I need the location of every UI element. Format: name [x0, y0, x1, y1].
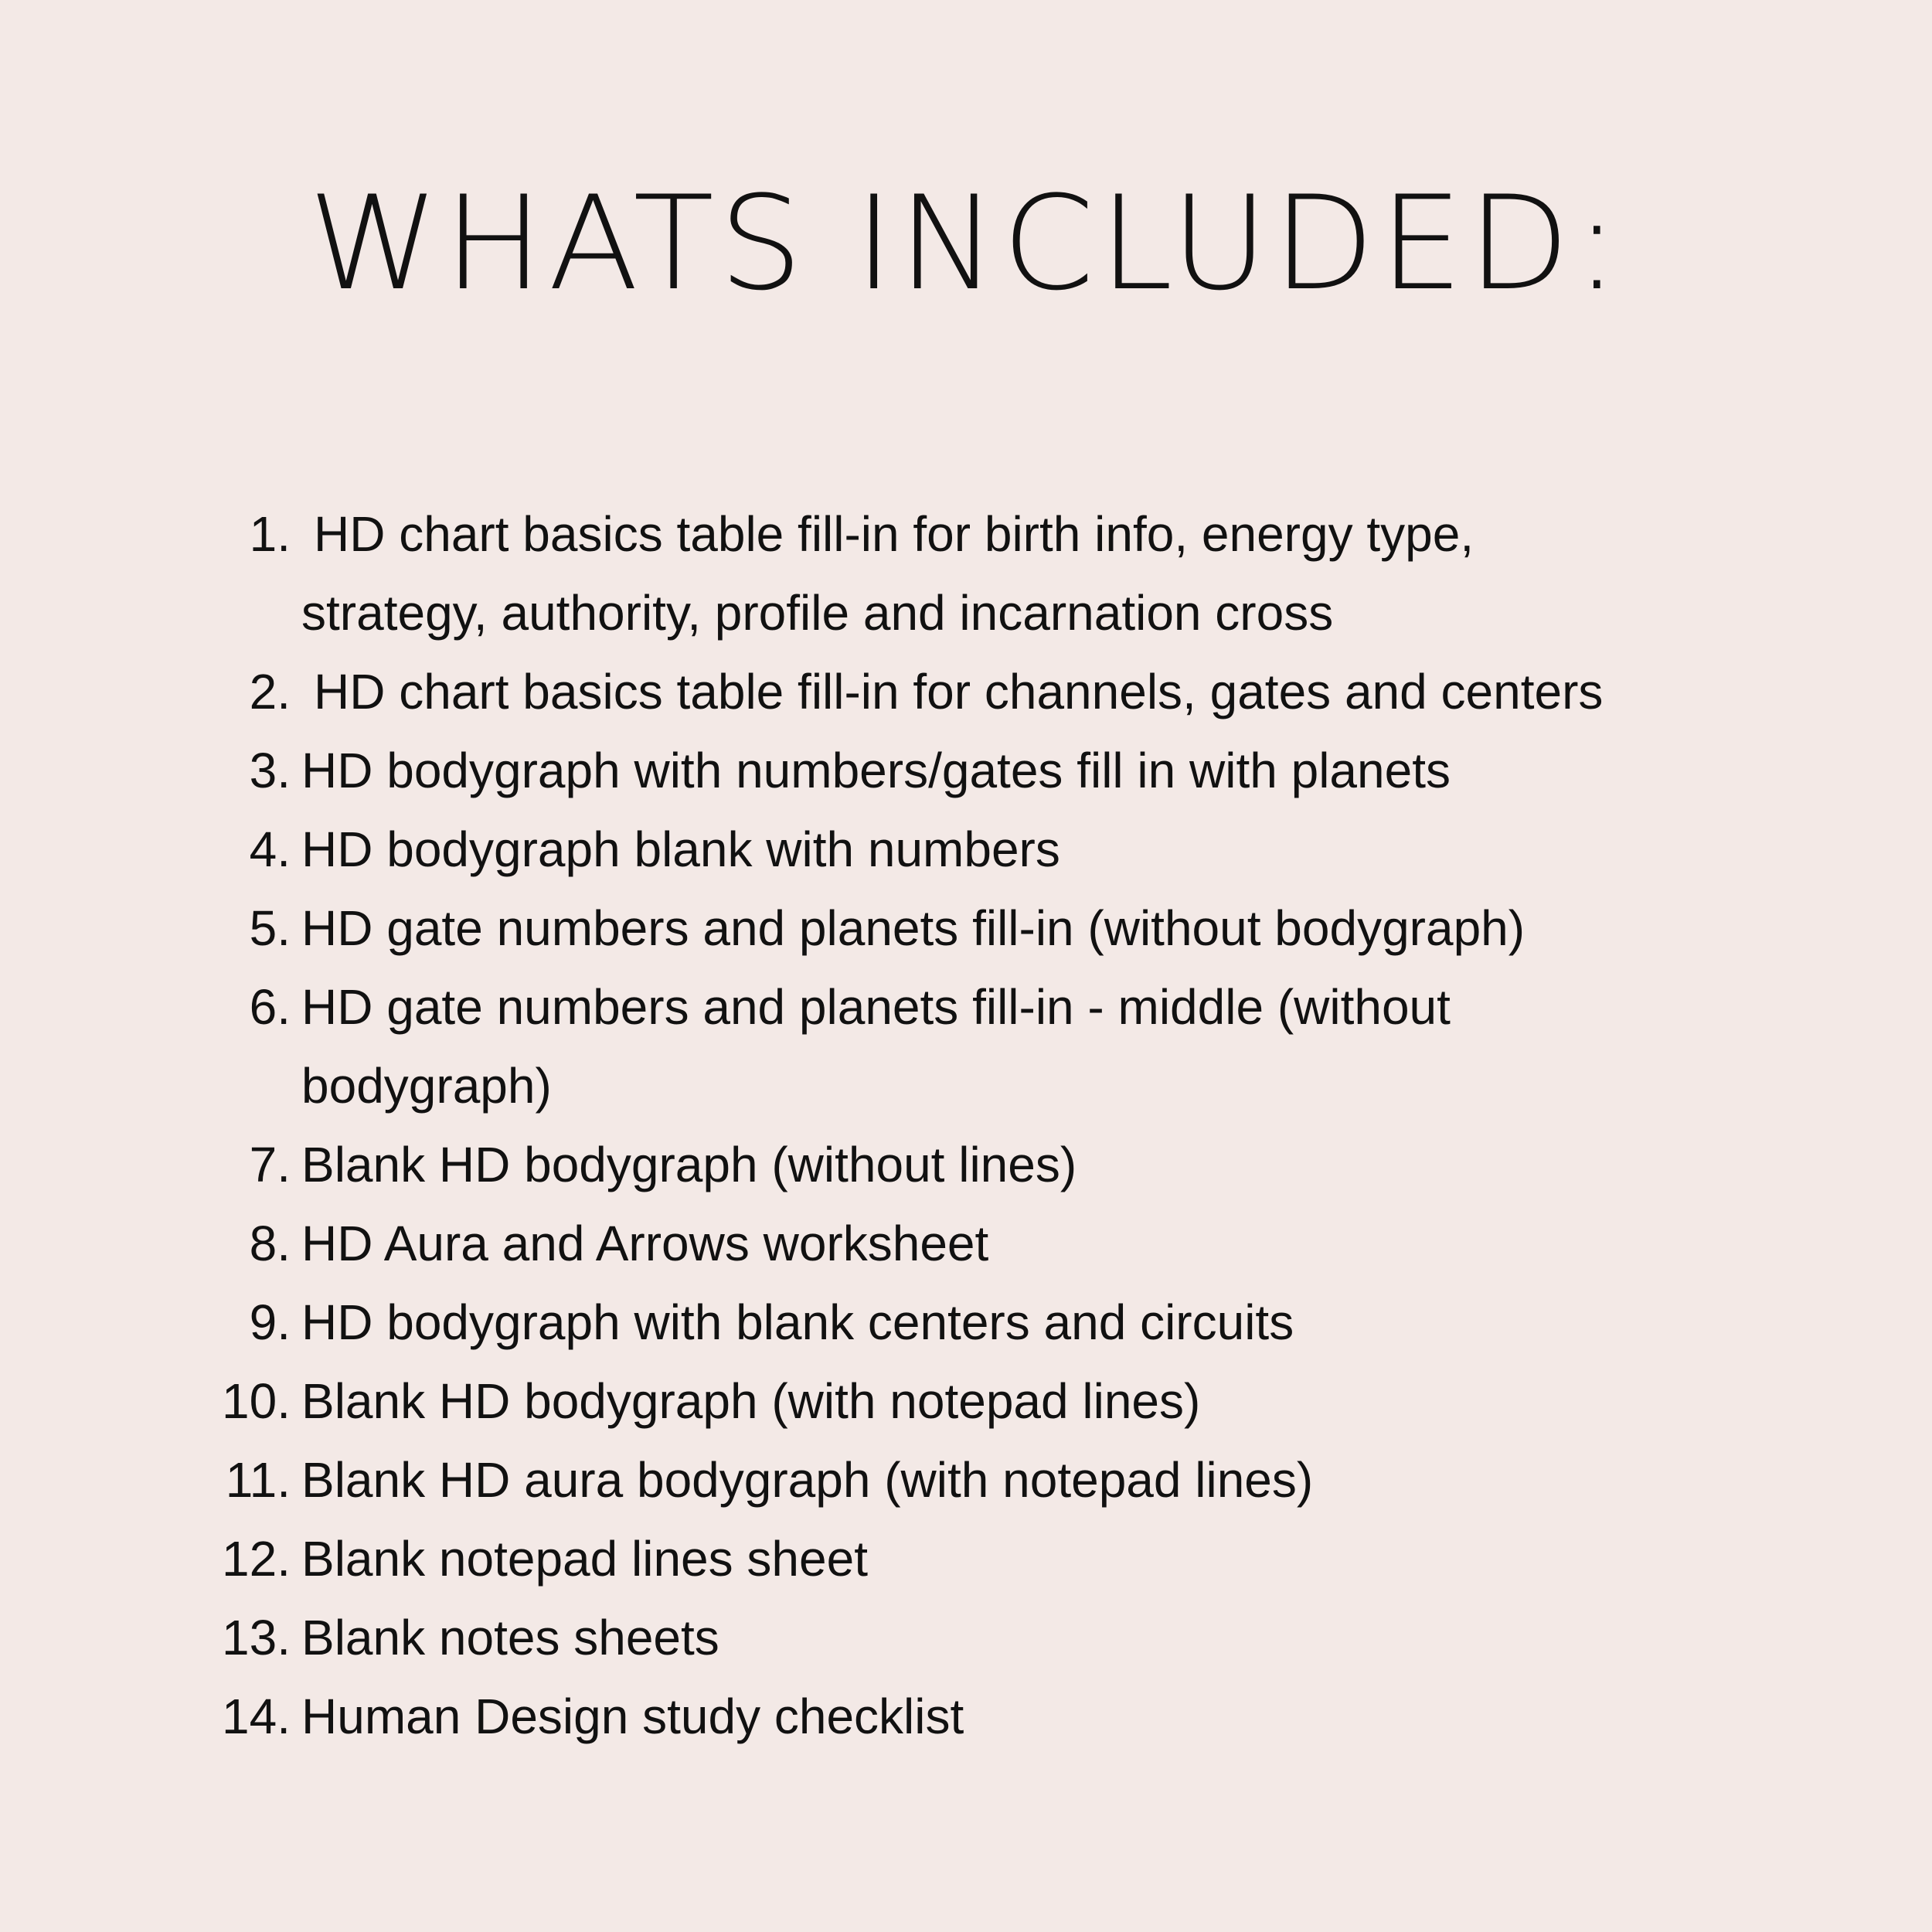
list-item: [202, 1362, 1825, 1440]
item-text-line: bodygraph): [301, 1058, 552, 1114]
list-item: [202, 968, 1825, 1125]
item-text: Human Design study checklist: [301, 1689, 964, 1744]
list-item: [202, 1204, 1825, 1283]
included-items-list: [202, 495, 1825, 1756]
item-number: 12.: [222, 1531, 291, 1587]
list-item: [202, 1519, 1825, 1598]
item-text: HD bodygraph with numbers/gates fill in with planets: [301, 743, 1451, 798]
item-number: 4.: [249, 821, 291, 877]
item-text: HD gate numbers and planets fill-in (without bodygraph): [301, 900, 1526, 956]
list-item: [202, 889, 1825, 968]
item-number: 1.: [249, 506, 291, 562]
list-item: [202, 652, 1825, 731]
item-text: Blank HD bodygraph (without lines): [301, 1137, 1077, 1192]
list-item: [202, 1283, 1825, 1362]
item-number: 6.: [249, 979, 291, 1035]
item-text: Blank notes sheets: [301, 1610, 719, 1665]
item-text: Blank notepad lines sheet: [301, 1531, 868, 1587]
item-text-line: HD chart basics table fill-in for birth info, energy type,: [314, 506, 1475, 562]
list-item: [202, 810, 1825, 889]
list-item: [202, 1440, 1825, 1519]
item-text: HD Aura and Arrows worksheet: [301, 1216, 989, 1271]
item-number: 3.: [249, 743, 291, 798]
item-number: 9.: [249, 1294, 291, 1350]
list-item: [202, 1125, 1825, 1204]
item-text: HD bodygraph with blank centers and circuits: [301, 1294, 1294, 1350]
item-text: [291, 495, 1821, 652]
page-title: WHATS INCLUDED:: [308, 168, 1624, 319]
item-number: 14.: [222, 1689, 291, 1744]
item-number: 7.: [249, 1137, 291, 1192]
list-item: [202, 495, 1825, 652]
item-number: 5.: [249, 900, 291, 956]
item-text: [291, 968, 1808, 1125]
item-number: 11.: [225, 1452, 291, 1508]
item-text: HD bodygraph blank with numbers: [301, 821, 1060, 877]
item-text: Blank HD aura bodygraph (with notepad lines): [301, 1452, 1314, 1508]
list-item: [202, 731, 1825, 810]
item-text-line: HD gate numbers and planets fill-in - middle (without: [301, 979, 1451, 1035]
item-text: HD chart basics table fill-in for channels, gates and centers: [314, 664, 1604, 719]
item-number: 10.: [222, 1373, 291, 1429]
item-number: 13.: [222, 1610, 291, 1665]
list-item: [202, 1598, 1825, 1677]
item-text: Blank HD bodygraph (with notepad lines): [301, 1373, 1201, 1429]
item-number: 2.: [249, 664, 291, 719]
list-item: [202, 1677, 1825, 1756]
item-text-line: strategy, authority, profile and incarnation cross: [301, 585, 1334, 641]
item-number: 8.: [249, 1216, 291, 1271]
